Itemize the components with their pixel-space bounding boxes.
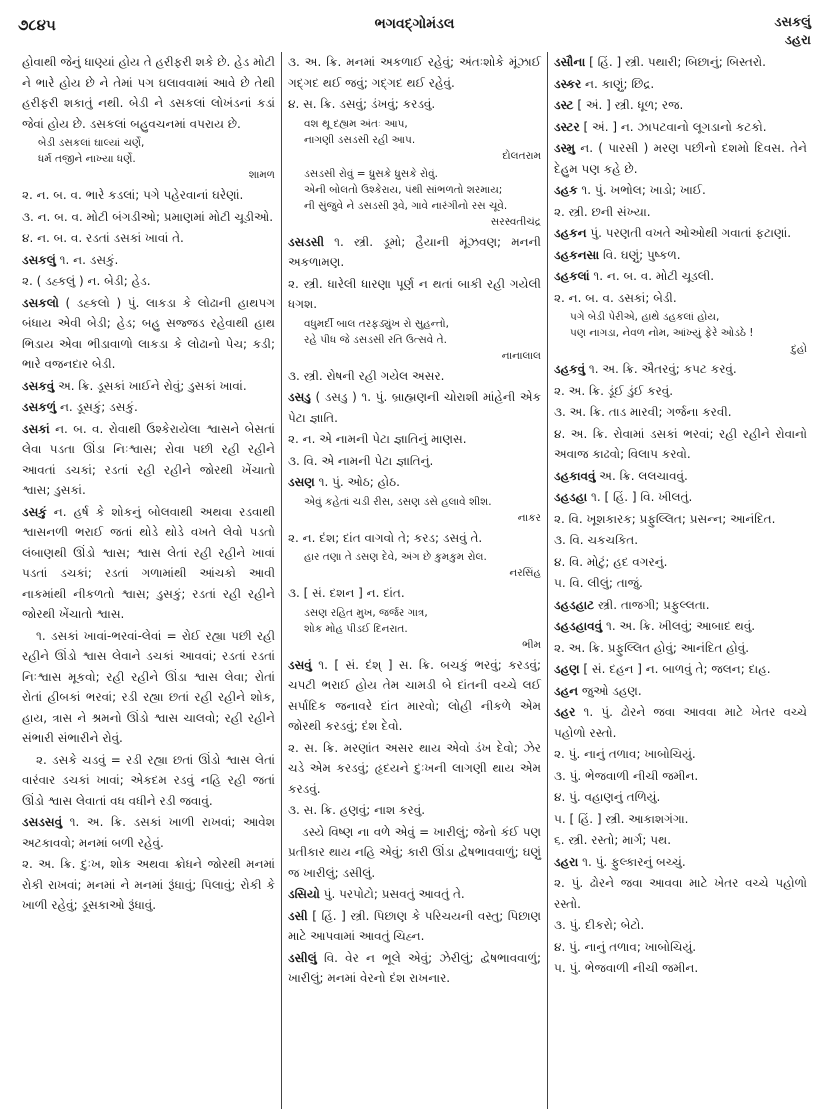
definition-text: [ અં. ] ન. ઝાપટવાનો લૂગડાનો કટકો. xyxy=(579,119,767,134)
definition-text: ૫. વિ. લીલું; તાજું. xyxy=(554,576,643,590)
definition-text: ૨. પું. નાનું તળાવ; ખાબોચિયું. xyxy=(554,747,696,761)
quotation-line: બેડી ડસકલાં ઘાલ્યાં ચર્ણે, xyxy=(38,137,145,149)
definition-text: ૨. અ. ક્રિ. દુઃખ, શોક અથવા ક્રોધને જોરથી મનમાં રોકી રાખવાં; મનમાં ને મનમાં રૂંધાવું; પિલાવું; રોકી કે ખાળી રહેવું; ડૂસકાઓ રૂંધાવું. xyxy=(22,857,275,912)
guide-words xyxy=(774,14,811,50)
sense-entry xyxy=(288,822,541,884)
dictionary-entry xyxy=(288,906,541,947)
quotation-attribution: નાકર xyxy=(517,511,541,524)
sense-entry xyxy=(554,424,807,465)
definition-text: જુઓ ડહણ. xyxy=(578,683,642,698)
quotation-line: ધર્મ તજીને નાખ્યા ધર્ણે. xyxy=(38,153,136,165)
definition-text: [ હિં. ] સ્ત્રી. પિછાણ કે પરિચયની વસ્તુ; પિછાણ માટે આપવામાં આવતું ચિહ્ન. xyxy=(288,908,541,943)
dictionary-entry xyxy=(554,245,807,266)
book-title: ભગવદ્ગોમંડલ xyxy=(374,16,455,32)
dictionary-entry xyxy=(288,387,541,428)
sense-entry xyxy=(554,744,807,765)
headword: ડહરા xyxy=(554,854,579,869)
headword: ડસકું xyxy=(22,504,47,519)
definition-text: ૬. સ્ત્રી. રસ્તો; માર્ગ; પથ. xyxy=(554,833,672,847)
definition-text: ( ડહ્કલો ) પું. લાકડા કે લોઢાની હાથપગ બંધાય એવી બેડી; હેડ; બહુ સજ્જડ રહેવાથી હાથ ભિડાય એવા ભીડાવાળો લાકડા કે લોઢાનો પેચ; કડી; ભારે વજનદાર બેડી. xyxy=(22,295,275,371)
headword: ડહક xyxy=(554,183,578,197)
definition-text: ૩. વિ. ચકચકિત. xyxy=(554,533,639,547)
definition-text: ૩. ન. બ. વ. મોટી બંગડીઓ; પ્રમાણમાં મોટી ચૂડીઓ. xyxy=(22,209,274,224)
definition-text: ૩. અ. ક્રિ. મનમાં અકળાઈ રહેવું; અંતઃશોકે મૂંઝાઈ ગદ્ગદ થઈ જવું; ગદ્ગદ થઈ રહેવું. xyxy=(288,55,541,90)
definition-text: ૧. અ. ક્રિ. ખીલવું; આબાદ થવું. xyxy=(602,619,756,633)
quotation-line: ની સુંજુવે ને ડસડસી રૂવે, ગાવે નારંગીનો રસ ચૂવે. xyxy=(304,199,508,212)
definition-text: ૩. પું. દીકરો; બેટો. xyxy=(554,918,645,932)
sense-entry xyxy=(554,202,807,223)
definition-text: ૨. પું. ઢોરને જવા આવવા માટે ખેતર વચ્ચે પહોળો રસ્તો. xyxy=(554,876,807,911)
sense-entry xyxy=(554,402,807,423)
dictionary-entry xyxy=(554,223,807,244)
definition-text: ૧. ડસકાં ખાવાં-ભરવાં-લેવાં = રોઈ રહ્યા પછી રહી રહીને ઊંડો શ્વાસ લેવાને ડચકાં આવવાં; રડતાં રડતાં નિઃશ્વાસ મૂકવો; રહી રહીને ઊંડા શ્વાસ લેવા; રોતાં રોતાં હીબકાં ભરવાં; રડી રહ્યા છતાં રહી રહીને શોક, હાય, ત્રાસ ને શ્રમનો ઊંડો શ્વાસ ચાલવો; રહી રહીને સંભારી સંભારીને રોવું. xyxy=(22,628,275,745)
definition-text: ૧. પું. ઢોરને જવા આવવા માટે ખેતર વચ્ચે પહોળો રસ્તો. xyxy=(554,705,807,740)
quotation-line: પણ નાગડા, નેવળ નોમ, આંખ્યું ફેરે ઓડઠે ! xyxy=(570,327,754,339)
quotation-line: ડસણ રહિત મુખ, જર્જર ગાત્ર, xyxy=(304,606,428,619)
definition-text: ૨. ન. બ. વ. ભારે કડલાં; પગે પહેરવાનાં ઘરેણાં. xyxy=(22,188,244,202)
quotation-attribution: દોલતરામ xyxy=(502,149,541,162)
definition-text: ૨. સ્ત્રી. ધારેલી ધારણા પૂર્ણ ન થતાં બાકી રહી ગયેલી ધગશ. xyxy=(288,276,541,311)
definition-text: ૧. પું. ખભોલ; ખાડો; ખાઈ. xyxy=(577,183,706,197)
headword: ડહણ xyxy=(554,662,580,676)
dictionary-entry xyxy=(554,616,807,637)
sense-entry xyxy=(22,228,275,249)
definition-text: [ અં. ] સ્ત્રી. ધૂળ; રજ. xyxy=(573,98,684,112)
definition-text: ન. ( પારસી ) મરણ પછીનો દશમો દિવસ. તેને દેહુમ પણ કહે છે. xyxy=(554,141,807,176)
sense-entry xyxy=(22,207,275,228)
headword: ડહર xyxy=(554,705,576,719)
definition-text: ૧. ન. બ. વ. મોટી ચૂડલી. xyxy=(589,269,715,283)
headword: ડસકાં xyxy=(22,421,50,436)
definition-text: ૫. પું. ભેજવાળી નીચી જમીન. xyxy=(554,961,699,975)
definition-text: પું. પરણતી વખતે ઓઓથી ગવાતાં ફટાણાં. xyxy=(586,226,792,240)
sense-entry xyxy=(554,830,807,851)
quotation-line: ડસડસી રોવું = ધ્રુસકે ધ્રુસકે રોવું. xyxy=(304,167,438,180)
headword: ડસડસવું xyxy=(22,815,63,829)
headword: ડસકળું xyxy=(22,400,57,414)
column-2 xyxy=(281,52,547,1109)
sense-entry xyxy=(288,366,541,387)
headword: ડસ્ટર xyxy=(554,119,580,134)
quotation-line: એની બોલતો ઉશ્કેરાય, પંથી સાંભળતો શરમાય; xyxy=(304,183,503,196)
definition-text: ૧. સ્ત્રી. ડૂમો; હૈયાની મૂંઝવણ; મનની અકળામણ. xyxy=(288,234,541,269)
definition-text: ૪. પું. વહાણનું તળિયું. xyxy=(554,790,661,804)
definition-text: ( ડસડુ ) ૧. પું. બ્રાહ્મણની ચોરાશી માંહેની એક પેટા જ્ઞાતિ. xyxy=(288,390,541,425)
headword: ડસી xyxy=(288,908,308,923)
sense-entry xyxy=(554,381,807,402)
definition-text: ૨. ( ડહ્કલું ) ન. બેડી; હેડ. xyxy=(22,274,151,288)
sense-entry xyxy=(288,738,541,800)
dictionary-entry xyxy=(554,659,807,680)
definition-text: ૪. અ. ક્રિ. રોવામાં ડસકાં ભરવાં; રહી રહીને રોવાનો અવાજ કાઢવો; વિલાપ કરવો. xyxy=(554,426,807,461)
quotation-line: પગે બેડી પેરીએ, હાથે ડહકલાં હોય, xyxy=(570,311,720,323)
dictionary-entry xyxy=(554,466,807,487)
sense-entry xyxy=(554,809,807,830)
definition-text: [ સં. દહન ] ન. બાળવું તે; જલન; દાહ. xyxy=(579,662,771,676)
definition-text: ૪. પું. નાનું તળાવ; ખાબોચિયું. xyxy=(554,939,697,954)
definition-text: અ. ક્રિ. ડૂસકાં ખાઈને રોવું; ડુસકાં ખાવાં. xyxy=(54,378,247,393)
headword: ડસિયો xyxy=(288,887,320,901)
quotation-line: હાર તણા તે ડસણ દેવે, અંગ છે કુમકુમ રોલ. xyxy=(304,551,487,563)
definition-text: વિ. વેર ન ભૂલે એવું; ઝેરીલું; દ્વેષભાવવાળું; ખારીલું; મનમાં વેરનો દંશ રાખનાર. xyxy=(288,950,541,985)
headword: ડસ્ટ xyxy=(554,98,574,112)
dictionary-entry xyxy=(22,376,275,397)
quotation-attribution: ભીમ xyxy=(522,638,541,651)
headword: ડસૌના xyxy=(554,55,586,69)
guide-word-last: ડહરા xyxy=(784,33,811,48)
sense-entry xyxy=(22,271,275,292)
definition-text: ૧. [ હિં. ] વિ. ખીલતું. xyxy=(587,490,693,504)
definition-text: ૩. [ સં. દશન ] ન. દાંત. xyxy=(288,586,405,600)
dictionary-entry xyxy=(554,487,807,508)
definition-text: ૨. અ. ક્રિ. ડૂંઈ ડુંઈ કરવું. xyxy=(554,383,674,398)
sense-entry xyxy=(554,766,807,787)
headword: ડહકવું xyxy=(554,362,586,376)
definition-text: ૪. ન. બ. વ. રડતાં ડસકાં ખાવાં તે. xyxy=(22,231,184,245)
sense-entry xyxy=(554,638,807,659)
headword: ડહકાવવું xyxy=(554,468,596,483)
dictionary-entry xyxy=(554,95,807,116)
definition-text: અ. ક્રિ. લલચાવવું. xyxy=(595,468,688,483)
headword: ડસવું xyxy=(288,657,312,672)
dictionary-entry xyxy=(554,702,807,743)
headword: ડસડસી xyxy=(288,234,325,249)
sense-entry xyxy=(288,94,541,115)
definition-text: ૧. [ સં. દંશ્ ] સ. ક્રિ. બચકું ભરવું; કરડવું; ચપટી ભરાઈ હોય તેમ ચામડી બે દાંતની વચ્ચે લઈ સર્પાદિક જનાવરે દાંત મારવો; લોહી નીકળે એમ જોરથી કરડવું; દંશ દેવો. xyxy=(288,657,541,733)
definition-text: ૩. પું. ભેજવાળી નીચી જમીન. xyxy=(554,768,699,783)
dictionary-entry xyxy=(554,681,807,702)
definition-text: ૫. [ હિં. ] સ્ત્રી. આકાશગંગા. xyxy=(554,811,689,826)
headword: ડહકનસા xyxy=(554,247,600,262)
guide-word-first: ડસકલું xyxy=(774,15,811,30)
sense-entry xyxy=(22,52,275,134)
definition-text: વિ. ઘણું; પુષ્કળ. xyxy=(599,247,681,262)
dictionary-entry xyxy=(288,655,541,737)
sense-entry xyxy=(554,573,807,594)
dictionary-entry xyxy=(22,293,275,375)
sense-entry xyxy=(554,288,807,309)
headword: ડસ્કર xyxy=(554,76,582,91)
sense-entry xyxy=(288,583,541,604)
definition-text: ડસ્યે વિષ્ણ ના વળે એવું = ખારીલું; જેનો કંઈ પણ પ્રતીકાર થાય નહિ એવું; કારી ઊંડા દ્વેષભાવવાળું; ઘણું જ ખારીલું; ડસીલું. xyxy=(288,824,541,880)
page-header xyxy=(18,14,811,54)
dictionary-entry xyxy=(554,266,807,287)
sense-entry xyxy=(22,626,275,749)
quotation-line: એવું કહેતાં ચડી રીસ, ડસણ ડસે હલાવે શીશ. xyxy=(304,495,492,508)
quotation-attribution: શામળ xyxy=(248,169,275,181)
definition-text: ૨. ન. દંશ; દાંત વાગવો તે; કરડ; ડસવું તે. xyxy=(288,530,483,545)
headword: ડસકલો xyxy=(22,295,59,310)
quotation-line: વધુમર્દી બાલ તરફડ્યુંખ રો સુહન્તો, xyxy=(304,317,449,330)
dictionary-entry xyxy=(554,74,807,95)
definition-text: ૨. સ. ક્રિ. મરણાંત અસર થાય એવો ડંખ દેવો; ઝેર ચડે એમ કરડવું; હૃદયને દુઃખની લાગણી થાય એમ કરડવું. xyxy=(288,740,541,796)
headword: ડસકવું xyxy=(22,378,55,393)
sense-entry xyxy=(554,530,807,551)
sense-entry xyxy=(554,915,807,936)
sense-entry xyxy=(22,854,275,916)
dictionary-entry xyxy=(22,397,275,418)
definition-text: ૧. અ. ક્રિ. ડસકાં ખાળી રાખવાં; આવેશ અટકાવવો; મનમાં બળી રહેવું. xyxy=(22,815,275,850)
quotation-attribution: નાનાલાલ xyxy=(501,349,541,362)
sense-entry xyxy=(22,185,275,206)
dictionary-entry xyxy=(554,359,807,380)
definition-text: ૪. વિ. મોટું; હદ વગરનું. xyxy=(554,554,668,569)
definition-text: ૩. અ. ક્રિ. તાડ મારવી; ગર્જના કરવી. xyxy=(554,405,732,419)
dictionary-entry xyxy=(554,138,807,179)
definition-text: ૨. વિ. ખૂશકારક; પ્રફુલ્લિત; પ્રસન્ન; આનંદિત. xyxy=(554,511,776,526)
dictionary-entry xyxy=(288,884,541,905)
dictionary-entry xyxy=(554,117,807,138)
sense-entry xyxy=(554,787,807,808)
definition-text: ૧. ન. ડસકું. xyxy=(55,252,119,267)
definition-text: ૨. સ્ત્રી. છની સંખ્યા. xyxy=(554,204,651,219)
headword: ડહડહાટ xyxy=(554,597,595,612)
sense-entry xyxy=(288,52,541,93)
definition-text: પું. પરપોટો; પ્રસવતું આવતું તે. xyxy=(319,887,465,901)
definition-text: હોવાથી જેનું ધાણ્યાં હોય તે હરીફરી શકે છે. હેડ મોટી ને ભારે હોય છે ને તેમાં પગ ઘલાવવામાં આવે છે તેથી હરીફરી શકાતું નથી. બેડી ને ડસકલાં લોખંડનાં કડાં જેવાં હોય છે. ડસકલાં બહુવચનમાં વપરાય છે. xyxy=(22,55,275,131)
sense-entry xyxy=(554,509,807,530)
sense-entry xyxy=(288,274,541,315)
sense-entry xyxy=(288,451,541,472)
dictionary-entry xyxy=(288,472,541,493)
definition-text: ૧. પું. ફુલ્કારનું બચ્ચું. xyxy=(578,854,686,869)
headword: ડસીલું xyxy=(288,950,317,965)
sense-entry xyxy=(22,750,275,812)
headword: ડસ્મુ xyxy=(554,141,576,155)
quotation-attribution: દુહો xyxy=(791,343,807,355)
definition-text: ૩. સ. ક્રિ. હણવું; નાશ કરવું. xyxy=(288,803,426,817)
page-number: ૭૮૪૫ xyxy=(18,16,56,34)
headword: ડસડુ xyxy=(288,390,311,404)
quotation-line: શોક મોહ પીડઈ દિનરાત. xyxy=(304,622,408,635)
definition-text: ૨. ડસકે ચડવું = રડી રહ્યા છતાં ઊંડો શ્વાસ લેતાં વારંવાર ડચકાં ખાવાં; એકદમ રડવું નહિ રહી જતાં ઊંડો શ્વાસ લેવાતાં વધ વધીને રડી જવાવું. xyxy=(22,752,275,808)
headword: ડહકલાં xyxy=(554,269,590,283)
definition-text: ૨. ન. એ નામની પેટા જ્ઞાતિનું માણસ. xyxy=(288,432,467,446)
definition-text: ન. ડૂસકું; ડસકું. xyxy=(56,400,138,414)
dictionary-entry xyxy=(288,948,541,989)
definition-text: સ્ત્રી. તાજગી; પ્રફુલ્લતા. xyxy=(594,597,710,612)
dictionary-columns xyxy=(16,52,813,1109)
sense-entry xyxy=(288,429,541,450)
headword: ડસણ xyxy=(288,475,315,489)
sense-entry xyxy=(288,800,541,821)
sense-entry xyxy=(554,552,807,573)
definition-text: ૨. અ. ક્રિ. પ્રફુલ્લિત હોવું; આનંદિત હોવું. xyxy=(554,640,750,655)
definition-text: ૨. ન. બ. વ. ડસકાં; બેડી. xyxy=(554,290,677,305)
definition-text: [ હિં. ] સ્ત્રી. પથારી; બિછાનું; બિસ્તરો. xyxy=(585,55,766,69)
definition-text: ન. બ. વ. રોવાથી ઉશ્કેરાયેલા શ્વાસને બેસતાં લેવા પડતા ઊંડા નિઃશ્વાસ; રોવા પછી રહી રહીને આવતાં ડચકાં; રડતાં રહી રહીને જોરથી ખેંચાતો શ્વાસ; ડુસકાં. xyxy=(22,421,275,497)
sense-entry xyxy=(554,937,807,958)
sense-entry xyxy=(554,873,807,914)
quotation-line: નાગણી ડસડસી રહી આપ. xyxy=(304,133,416,146)
quotation-attribution: નરસિંહ xyxy=(509,567,541,579)
definition-text: ૧. પું. ઓઠ; હોઠ. xyxy=(314,475,400,489)
definition-text: ન. હર્ષ કે શોકનું બોલવાથી અથવા રડવાથી શ્વાસનળી ભરાઈ જતાં થોડે થોડે વખતે લેવો પડતો લંબાણથી ઊંડો શ્વાસ; શ્વાસ લેતાં રહી રહીને ખાવાં પડતાં ડચકાં; રડતાં ગળામાંથી આંચકો આવી નાકમાંથી નીકળતો શ્વાસ; ડુસકું; રડતાં રહી રહીને જોરથી ખેંચાતો શ્વાસ. xyxy=(22,504,275,621)
dictionary-entry xyxy=(554,180,807,201)
dictionary-entry xyxy=(554,52,807,73)
quotation-attribution: સરસ્વતીચંદ્ર xyxy=(490,215,541,228)
dictionary-entry xyxy=(554,595,807,616)
dictionary-entry xyxy=(554,852,807,873)
dictionary-entry xyxy=(22,250,275,271)
definition-text: ૩. સ્ત્રી. રોષની રહી ગયેલ અસર. xyxy=(288,368,445,383)
definition-text: ન. કાણું; છિદ્ર. xyxy=(581,76,655,91)
headword: ડહકન xyxy=(554,226,587,240)
dictionary-entry xyxy=(22,812,275,853)
column-1 xyxy=(16,52,281,1109)
dictionary-entry xyxy=(288,232,541,273)
headword: ડસકલું xyxy=(22,252,56,267)
sense-entry xyxy=(288,528,541,549)
sense-entry xyxy=(554,958,807,979)
quotation-line: વશ થૂ દહ્યમ અંતઃ આપ, xyxy=(304,117,408,130)
headword: ડહન xyxy=(554,683,579,698)
dictionary-entry xyxy=(22,502,275,625)
definition-text: ૪. સ. ક્રિ. ડસવું; ડંખવું; કરડવું. xyxy=(288,97,436,111)
column-3 xyxy=(547,52,813,1109)
definition-text: ૧. અ. ક્રિ. ઐતરવું; કપટ કરવું. xyxy=(585,362,737,376)
definition-text: ૩. વિ. એ નામની પેટા જ્ઞાતિનું. xyxy=(288,453,434,468)
dictionary-entry xyxy=(22,419,275,501)
headword: ડહડહા xyxy=(554,490,588,504)
headword: ડહડહાવવું xyxy=(554,619,603,633)
quotation-line: રહે પીધ જે ડસડસી રતિ ઉત્સવે તે. xyxy=(304,333,447,346)
